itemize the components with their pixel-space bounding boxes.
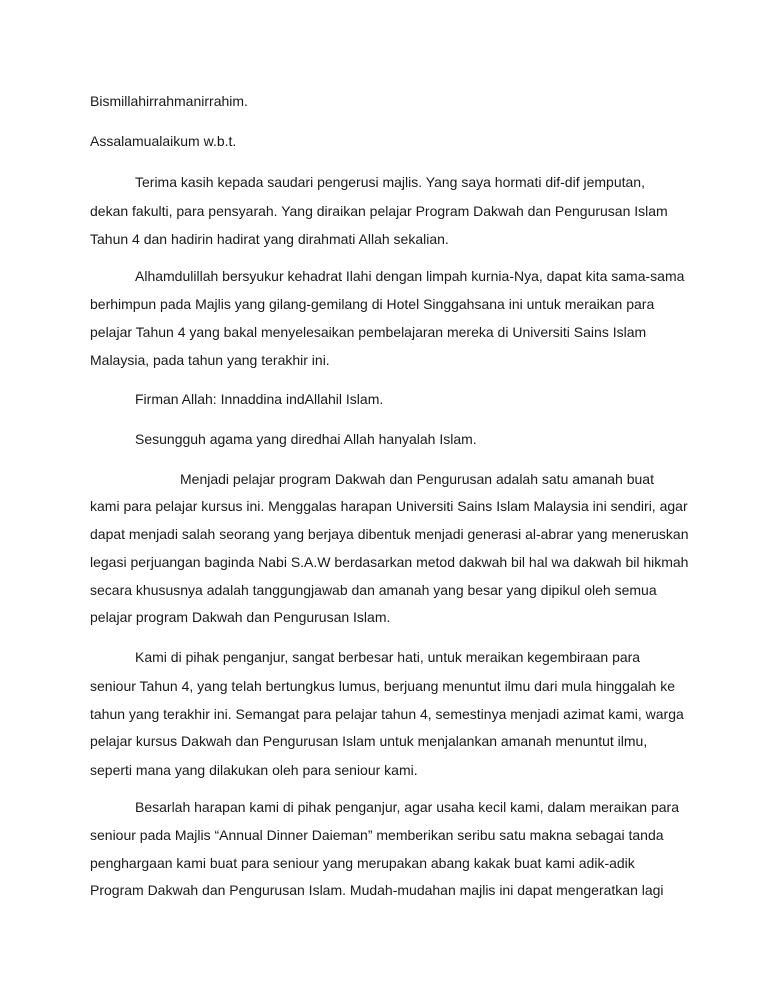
paragraph-2-line-3: pelajar Tahun 4 yang bakal menyelesaikan pembelajaran mereka di Universiti Sains Islam (90, 324, 647, 340)
paragraph-4-line-1: Kami di pihak penganjur, sangat berbesar hati, untuk meraikan kegembiraan para (135, 649, 641, 665)
paragraph-3-line-2: kami para pelajar kursus ini. Menggalas harapan Universiti Sains Islam Malaysia ini sendiri, agar (90, 498, 688, 514)
paragraph-2-line-2: berhimpun pada Majlis yang gilang-gemilang di Hotel Singgahsana ini untuk meraikan para (90, 296, 655, 312)
quote-translation-line: Sesungguh agama yang diredhai Allah hanyalah Islam. (135, 431, 477, 447)
paragraph-1-line-3: Tahun 4 dan hadirin hadirat yang dirahmati Allah sekalian. (90, 231, 449, 247)
paragraph-3-line-5: secara khususnya adalah tanggungjawab dan amanah yang besar yang dipikul oleh semua (90, 582, 657, 598)
paragraph-5-line-4: Program Dakwah dan Pengurusan Islam. Mudah-mudahan majlis ini dapat mengeratkan lagi (90, 882, 664, 898)
paragraph-1-line-2: dekan fakulti, para pensyarah. Yang diraikan pelajar Program Dakwah dan Pengurusan Islam (90, 203, 668, 219)
paragraph-4-line-5: seperti mana yang dilakukan oleh para seniour kami. (90, 762, 418, 778)
paragraph-3-line-1: Menjadi pelajar program Dakwah dan Pengurusan adalah satu amanah buat (180, 471, 654, 487)
paragraph-3-line-6: pelajar program Dakwah dan Pengurusan Islam. (90, 609, 391, 625)
paragraph-4-line-4: pelajar kursus Dakwah dan Pengurusan Islam untuk menjalankan amanah menuntut ilmu, (90, 733, 648, 749)
paragraph-5-line-1: Besarlah harapan kami di pihak penganjur, agar usaha kecil kami, dalam meraikan para (135, 799, 679, 815)
paragraph-3-line-4: legasi perjuangan baginda Nabi S.A.W berdasarkan metod dakwah bil hal wa dakwah bil hikmah (90, 554, 689, 570)
paragraph-5-line-3: penghargaan kami buat para seniour yang merupakan abang kakak buat kami adik-adik (90, 855, 635, 871)
paragraph-2-line-1: Alhamdulillah bersyukur kehadrat Ilahi dengan limpah kurnia-Nya, dapat kita sama-sama (135, 268, 685, 284)
greeting-line: Assalamualaikum w.b.t. (90, 133, 237, 149)
paragraph-2-line-4: Malaysia, pada tahun yang terakhir ini. (90, 352, 330, 368)
paragraph-4-line-3: tahun yang terakhir ini. Semangat para pelajar tahun 4, semestinya menjadi azimat kami, warga (90, 706, 684, 722)
opening-line: Bismillahirrahmanirrahim. (90, 93, 248, 109)
paragraph-5-line-2: seniour pada Majlis “Annual Dinner Daieman” memberikan seribu satu makna sebagai tanda (90, 827, 664, 843)
paragraph-4-line-2: seniour Tahun 4, yang telah bertungkus lumus, berjuang menuntut ilmu dari mula hinggalah ke (90, 678, 675, 694)
paragraph-1-line-1: Terima kasih kepada saudari pengerusi majlis. Yang saya hormati dif-dif jemputan, (135, 174, 645, 190)
quote-line: Firman Allah: Innaddina indAllahil Islam. (135, 391, 384, 407)
paragraph-3-line-3: dapat menjadi salah seorang yang berjaya dibentuk menjadi generasi al-abrar yang meneruskan (90, 526, 689, 542)
